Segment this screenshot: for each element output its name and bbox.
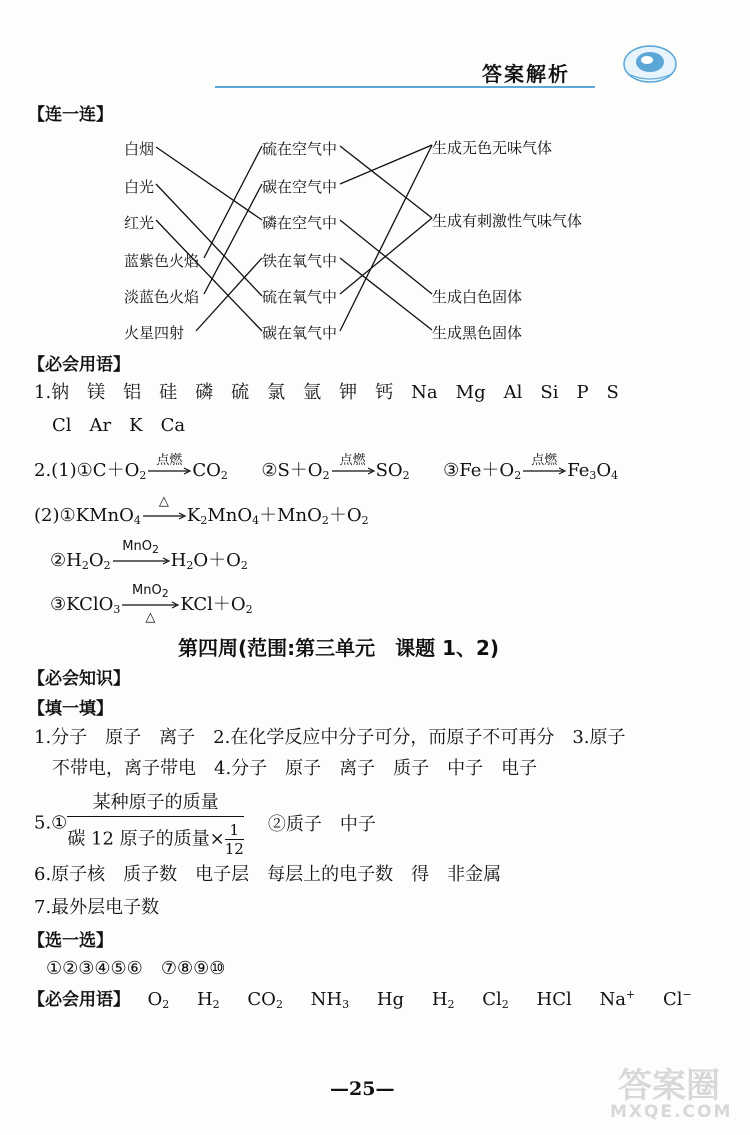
arrow-icon xyxy=(141,511,187,521)
match-left-item: 火星四射 xyxy=(124,324,185,342)
reaction-arrow: 点燃 xyxy=(146,466,192,476)
header-title: 答案解析 xyxy=(482,62,570,86)
terms-line: Cl Ar K Ca xyxy=(52,415,186,436)
match-right-item: 生成白色固体 xyxy=(432,288,523,306)
eq-text: ③Fe＋O xyxy=(443,460,515,481)
terms-line: 1.钠 镁 铝 硅 磷 硫 氯 氩 钾 钙 Na Mg Al Si P S xyxy=(34,382,619,403)
match-right-item: 生成无色无味气体 xyxy=(432,139,553,157)
match-mid-item: 磷在空气中 xyxy=(262,214,338,232)
fraction: 某种原子的质量 碳 12 原子的质量× $\frac{1}{12}$ xyxy=(67,788,244,858)
eq-text: ②H xyxy=(50,550,82,571)
section-terms: 【必会用语】 xyxy=(28,355,130,375)
match-left-item: 淡蓝色火焰 xyxy=(124,288,200,306)
match-mid-item: 铁在氧气中 xyxy=(262,252,338,270)
match-mid-item: 碳在氧气中 xyxy=(262,324,338,342)
arrow-icon xyxy=(120,600,180,610)
reaction-arrow: MnO$_2$ xyxy=(111,556,171,566)
match-mid-item: 碳在空气中 xyxy=(262,178,338,196)
choose-answers: ①②③④⑤⑥ ⑦⑧⑨⑩ xyxy=(46,958,226,979)
fill-q5: 5.① 某种原子的质量 碳 12 原子的质量× $\frac{1}{12}$ ②质子 中子 xyxy=(34,788,376,858)
connect-line xyxy=(340,145,432,331)
section-choose: 【选一选】 xyxy=(28,931,113,951)
section-fill: 【填一填】 xyxy=(28,699,113,719)
fill-line: 不带电，离子带电 4.分子 原子 离子 质子 中子 电子 xyxy=(52,758,538,779)
match-right-item: 生成有刺激性气味气体 xyxy=(432,212,583,230)
watermark-logo: 答案圈 xyxy=(618,1066,720,1106)
fill-line: 6.原子核 质子数 电子层 每层上的电子数 得 非金属 xyxy=(34,864,502,885)
connect-line xyxy=(340,258,432,330)
match-left-item: 蓝紫色火焰 xyxy=(124,252,200,270)
arrow-icon xyxy=(111,556,171,566)
equation-row: $②H_2O_2$ MnO$_2$ $H_2O+O_2$ xyxy=(50,539,248,572)
eq-text: 2.(1)①C＋O xyxy=(34,460,140,481)
eq-text: ②S＋O xyxy=(261,460,323,481)
reaction-arrow: 点燃 xyxy=(330,466,376,476)
fill-line: 1.分子 原子 离子 2.在化学反应中分子可分，而原子不可再分 3.原子 xyxy=(34,727,626,748)
connect-line xyxy=(204,146,262,258)
match-mid-item: 硫在空气中 xyxy=(262,140,338,158)
eq-text: (2)①KMnO xyxy=(34,505,134,526)
section-terms: 【必会用语】 xyxy=(28,990,130,1010)
connect-line xyxy=(340,146,432,218)
page-number: —25— xyxy=(330,1078,395,1100)
section-knowledge: 【必会知识】 xyxy=(28,669,130,689)
connect-line xyxy=(156,184,262,296)
matching-lines xyxy=(0,0,750,360)
eq-text: ③KClO xyxy=(50,594,114,615)
equation-row: (2)①KMnO$_4$ △ $K_2MnO_4+MnO_2+O_2$ xyxy=(34,494,369,527)
match-left-item: 白光 xyxy=(124,178,155,196)
week-title: 第四周(范围:第三单元 课题 1、2) xyxy=(178,636,500,660)
reaction-arrow: △ xyxy=(141,511,187,521)
match-left-item: 红光 xyxy=(124,214,155,232)
watermark-url: MXQE.COM xyxy=(610,1102,733,1122)
terms2-row: 【必会用语】 $O_2$ $H_2$ $CO_2$ $NH_3$ Hg $H_2$ $Cl_2$ HCl Na+ Cl− xyxy=(28,988,692,1011)
fill-line: 7.最外层电子数 xyxy=(34,897,160,918)
section-connect: 【连一连】 xyxy=(28,105,113,125)
reaction-arrow: MnO$_2$ △ xyxy=(120,600,180,610)
reaction-arrow: 点燃 xyxy=(521,466,567,476)
match-right-item: 生成黑色固体 xyxy=(432,324,523,342)
match-mid-item: 硫在氧气中 xyxy=(262,288,338,306)
equation-row: $2.(1)①C+O_2$ 点燃 $CO_2$ $②S+O_2$ 点燃 $SO_2$ $③Fe+O_2$ 点燃 $Fe_3O_4$ xyxy=(34,453,619,482)
match-left-item: 白烟 xyxy=(124,140,155,158)
equation-row: ③KClO$_3$ MnO$_2$ △ $KCl+O_2$ xyxy=(50,583,253,625)
connect-line xyxy=(340,145,432,184)
connect-line xyxy=(156,147,262,220)
